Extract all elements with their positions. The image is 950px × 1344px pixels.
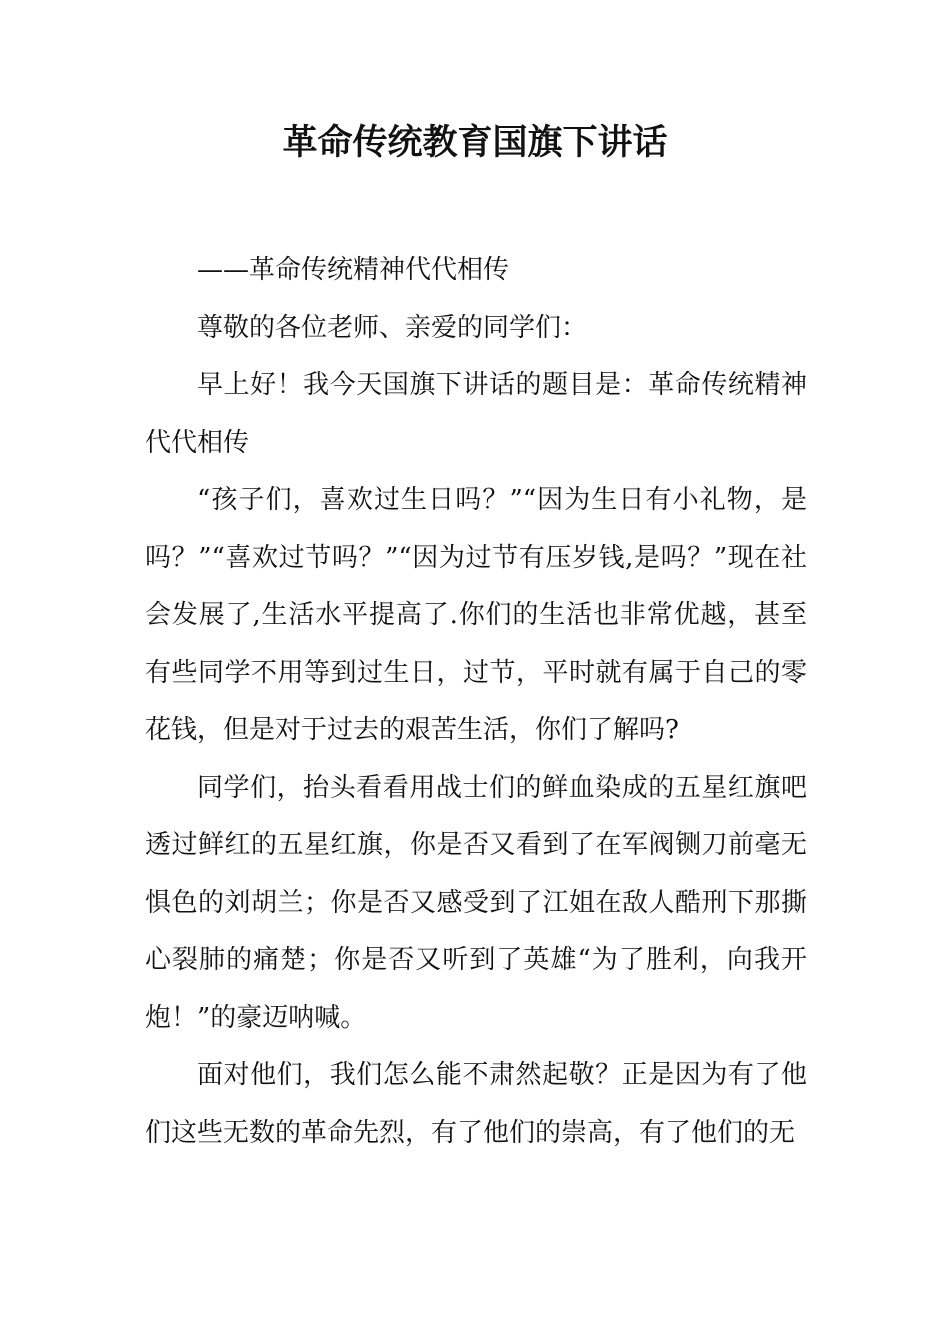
subtitle-paragraph: ——革命传统精神代代相传 [197,255,510,285]
document-body [145,242,807,1162]
body-paragraph: “孩子们，喜欢过生日吗？”“因为生日有小礼物，是吗？”“喜欢过节吗？”“因为过节有压岁钱,是吗？”现在社会发展了,生活水平提高了.你们的生活也非常优越，甚至有些同学不用等到过生日，过节，平时就有属于自己的零花钱，但是对于过去的艰苦生活，你们了解吗? [145,485,807,745]
document-title: 革命传统教育国旗下讲话 [282,123,668,163]
body-paragraph: 同学们，抬头看看用战士们的鲜血染成的五星红旗吧透过鲜红的五星红旗，你是否又看到了在军阀铡刀前毫无惧色的刘胡兰；你是否又感受到了江姐在敌人酷刑下那撕心裂肺的痛楚；你是否又听到了英雄“为了胜利，向我开炮！”的豪迈呐喊。 [145,772,807,1033]
body-paragraph: 面对他们，我们怎么能不肃然起敬？正是因为有了他们这些无数的革命先烈，有了他们的崇高，有了他们的无 [145,1060,807,1148]
salutation-paragraph: 尊敬的各位老师、亲爱的同学们： [197,312,588,343]
body-paragraph: 早上好！我今天国旗下讲话的题目是：革命传统精神代代相传 [145,370,807,458]
